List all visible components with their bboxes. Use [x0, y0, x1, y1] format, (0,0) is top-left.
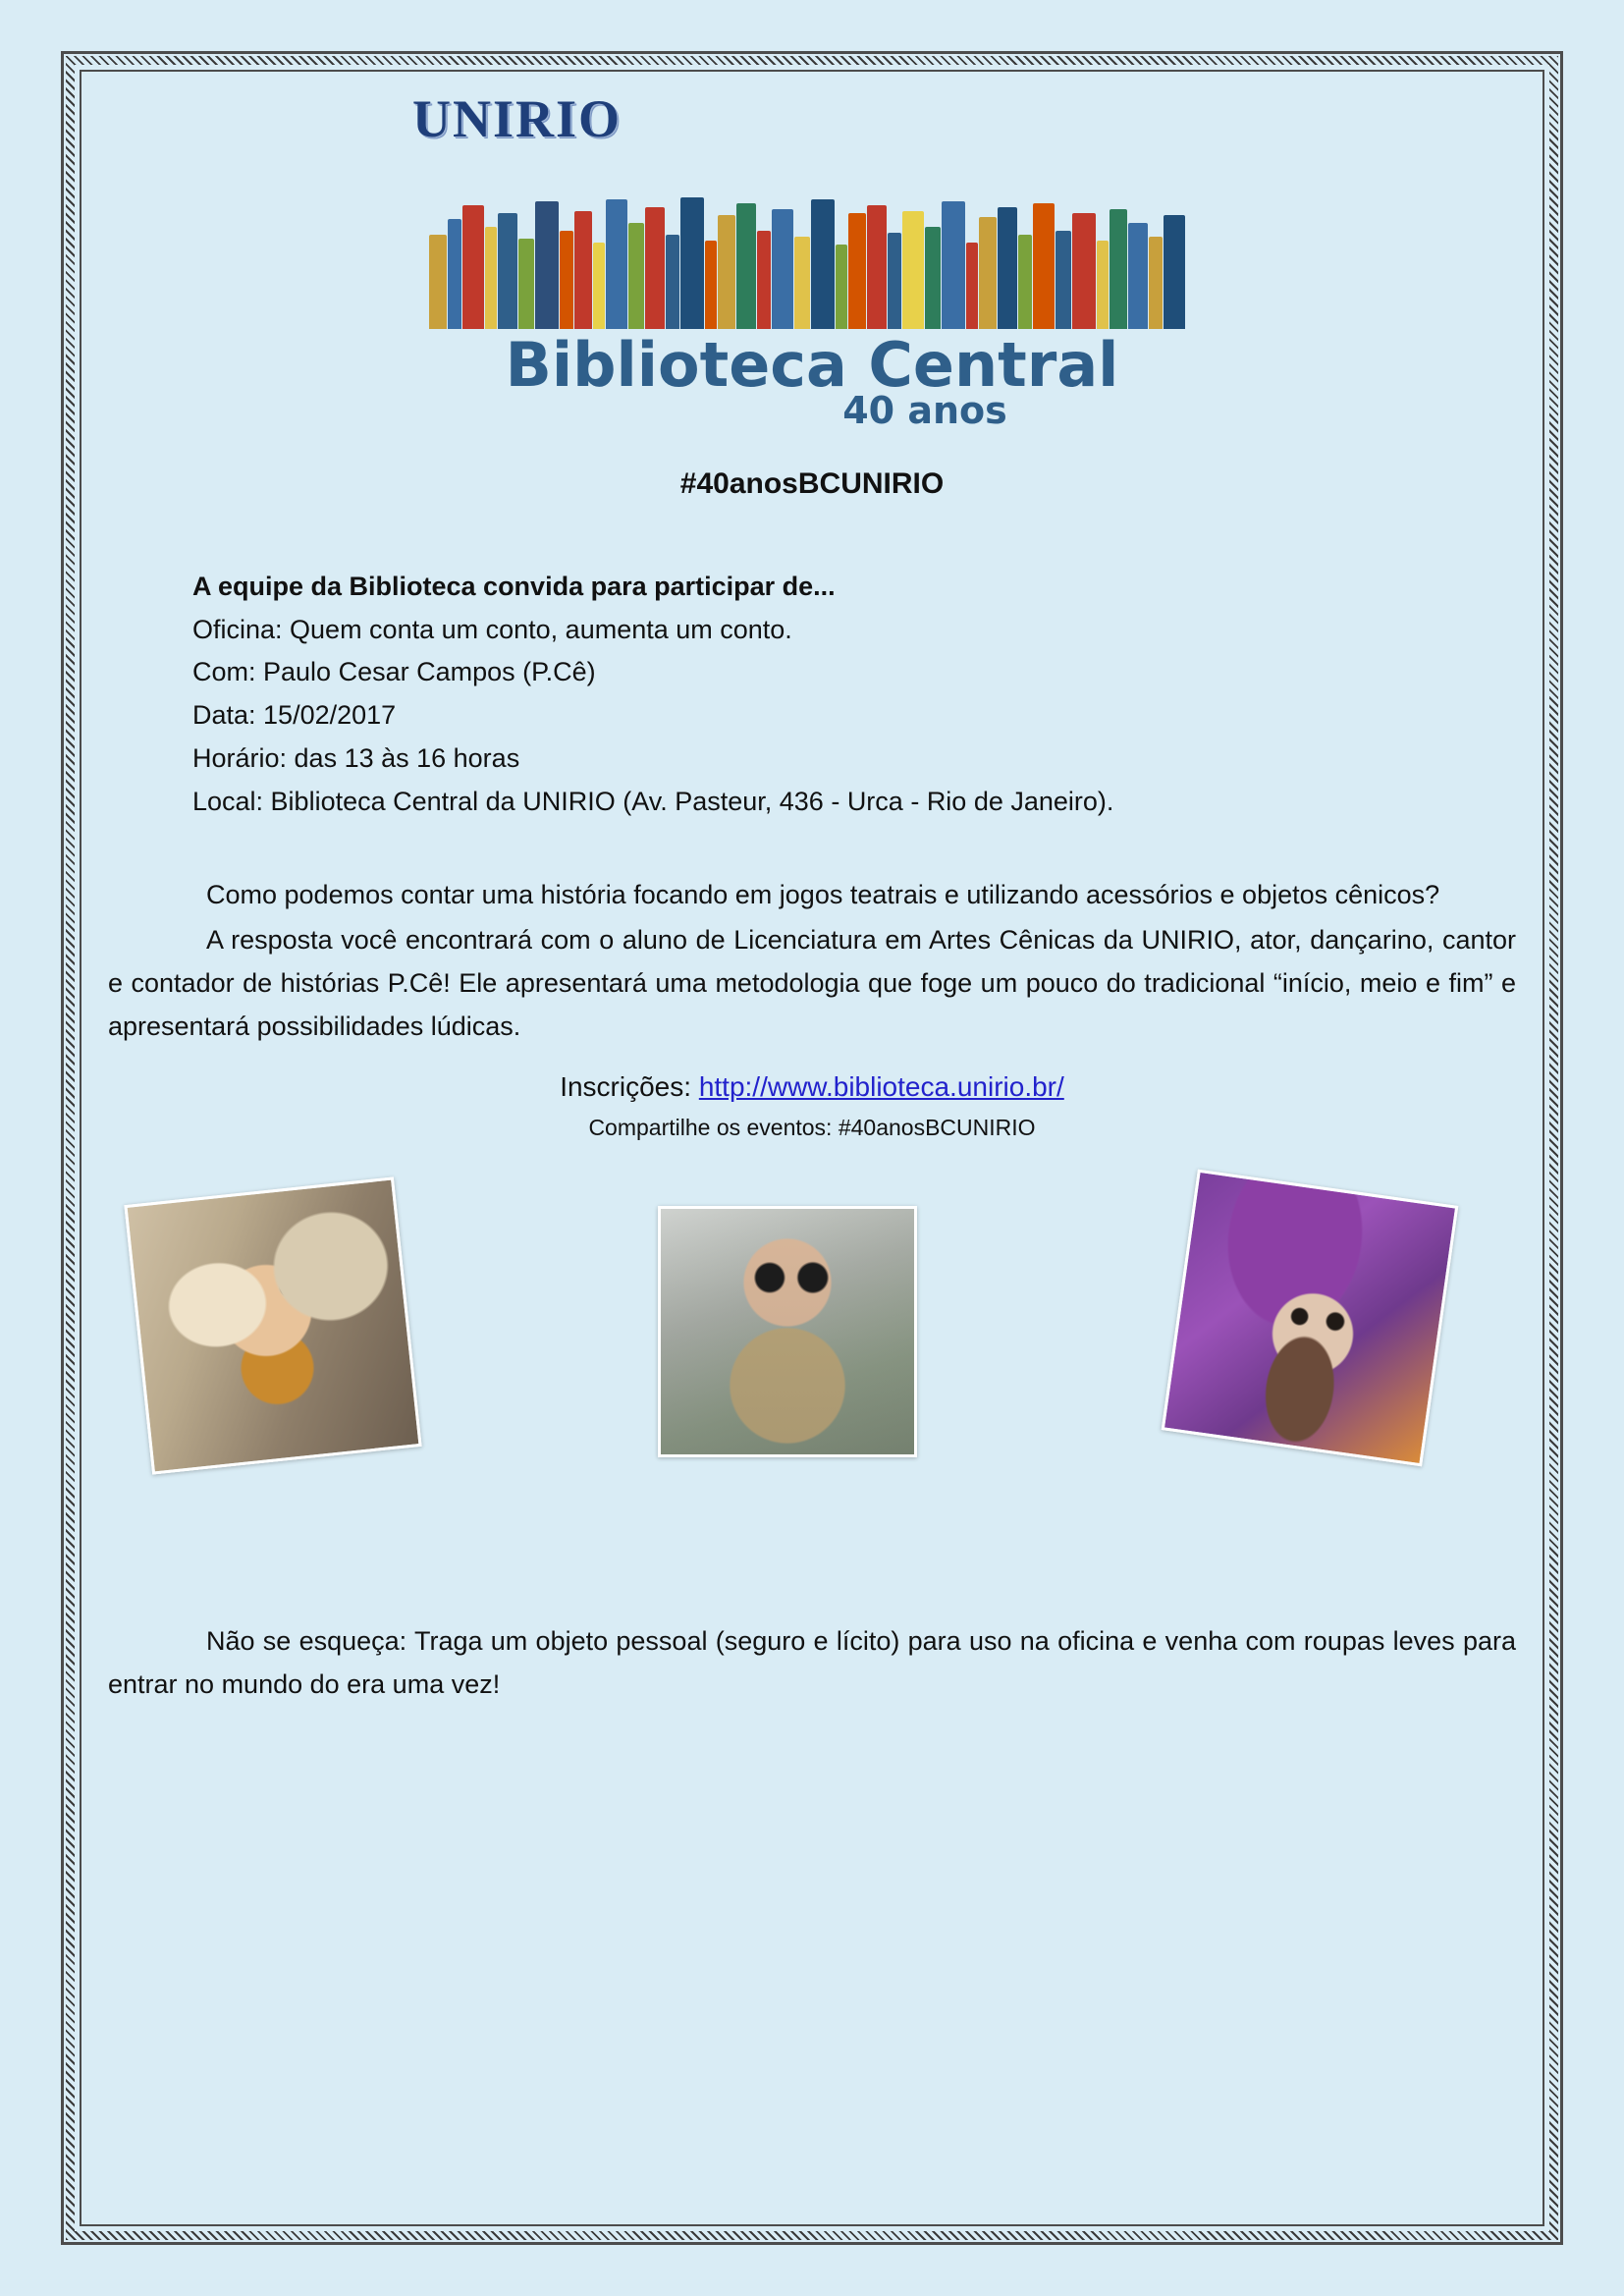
share-line: Compartilhe os eventos: #40anosBCUNIRIO [588, 1115, 1036, 1141]
logo-book-23 [848, 213, 866, 329]
logo-book-15 [705, 241, 717, 329]
logo-book-2 [462, 205, 484, 329]
subscription-link[interactable]: http://www.biblioteca.unirio.br/ [698, 1071, 1064, 1103]
info-line-presenter: Com: Paulo Cesar Campos (P.Cê) [192, 657, 596, 687]
logo-book-9 [593, 243, 605, 329]
unirio-wordmark: UNIRIO [412, 89, 623, 148]
description-paragraph-2: A resposta você encontrará com o aluno de Licenciatura em Artes Cênicas da UNIRIO, ator, dançarino, cantor e contador de histórias P.Cê! Ele apresentará uma metodologia que foge um pouco do tradicional “início, meio e fim” e apresentará possibilidades lúdicas. [108, 925, 1516, 1041]
hashtag-heading: #40anosBCUNIRIO [679, 467, 945, 500]
logo-book-11 [628, 223, 644, 329]
info-line-workshop: Oficina: Quem conta um conto, aumenta um conto. [192, 614, 792, 644]
logo-book-1 [448, 219, 461, 329]
description-block [108, 874, 1516, 1048]
photo-performer-blonde-wig-gold-beard [124, 1177, 421, 1475]
logo-book-19 [772, 209, 793, 329]
logo-book-33 [1033, 203, 1055, 329]
logo-book-37 [1110, 209, 1127, 329]
logo-book-0 [429, 235, 447, 329]
info-line-date: Data: 15/02/2017 [192, 700, 397, 731]
logo-book-30 [979, 217, 997, 329]
logo-book-6 [535, 201, 559, 329]
description-paragraph-1: Como podemos contar uma história focando em jogos teatrais e utilizando acessórios e objetos cênicos? [206, 880, 1440, 910]
photo-gallery [108, 1178, 1516, 1473]
footer-note-block [108, 1620, 1516, 1706]
logo-subtitle: 40 anos [842, 389, 1007, 433]
photo-performer-goggles-gold-glove [658, 1206, 917, 1457]
event-info-block [108, 566, 1516, 823]
biblioteca-central-logo [108, 196, 1516, 462]
poster-content [108, 88, 1516, 1707]
logo-book-25 [888, 233, 901, 329]
logo-book-14 [680, 197, 704, 329]
logo-book-17 [736, 203, 756, 329]
logo-book-16 [718, 215, 735, 329]
logo-book-40 [1164, 215, 1185, 329]
logo-book-7 [560, 231, 573, 329]
logo-book-22 [836, 245, 847, 329]
logo-book-18 [757, 231, 771, 329]
invitation-headline: A equipe da Biblioteca convida para participar de... [192, 572, 836, 601]
logo-book-28 [942, 201, 965, 329]
logo-book-8 [574, 211, 592, 329]
logo-book-39 [1149, 237, 1163, 329]
info-line-time: Horário: das 13 às 16 horas [192, 742, 520, 773]
logo-book-4 [498, 213, 517, 329]
logo-book-20 [794, 237, 810, 329]
subscription-label: Inscrições: [560, 1071, 699, 1103]
logo-book-32 [1018, 235, 1032, 329]
logo-book-27 [925, 227, 941, 329]
logo-book-5 [518, 239, 534, 329]
logo-book-10 [606, 199, 627, 329]
logo-book-3 [485, 227, 497, 329]
logo-book-38 [1128, 223, 1148, 329]
logo-book-24 [867, 205, 887, 329]
subscription-line [108, 1071, 1516, 1103]
logo-book-26 [902, 211, 924, 329]
logo-book-31 [998, 207, 1017, 329]
logo-title: Biblioteca Central [505, 329, 1119, 401]
logo-book-12 [645, 207, 665, 329]
logo-book-36 [1097, 241, 1109, 329]
info-line-location: Local: Biblioteca Central da UNIRIO (Av. Pasteur, 436 - Urca - Rio de Janeiro). [192, 786, 1114, 816]
logo-book-35 [1072, 213, 1096, 329]
logo-book-34 [1056, 231, 1071, 329]
footer-note-text: Não se esqueça: Traga um objeto pessoal (seguro e lícito) para uso na oficina e venha com roupas leves para entrar no mundo do era uma vez! [108, 1626, 1516, 1700]
logo-book-21 [811, 199, 835, 329]
photo-performer-purple-fabric-head [1162, 1170, 1459, 1467]
logo-book-13 [666, 235, 679, 329]
logo-books-illustration [429, 196, 1195, 329]
logo-book-29 [966, 243, 978, 329]
